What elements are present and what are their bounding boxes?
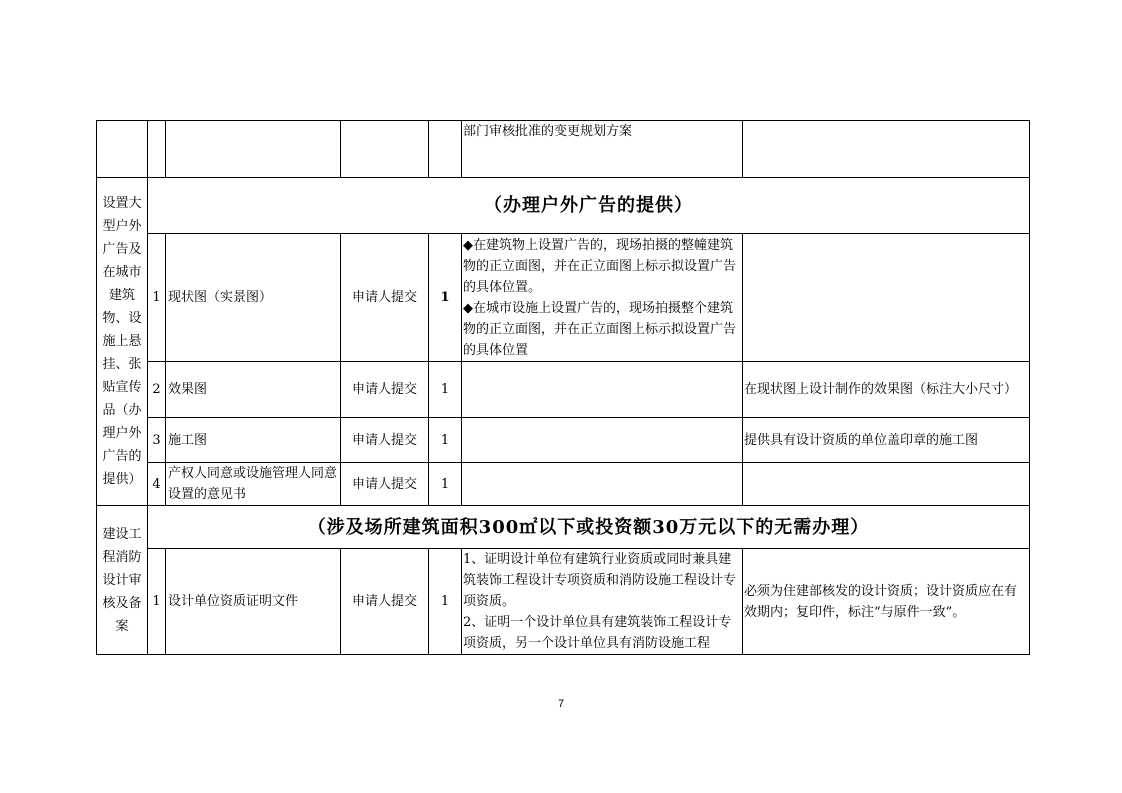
- item-name: 现状图（实景图）: [166, 234, 341, 362]
- item-number: 1: [148, 549, 166, 655]
- item-name: 施工图: [166, 418, 341, 463]
- item-number: [148, 121, 166, 178]
- item-name: 效果图: [166, 362, 341, 418]
- item-number: 1: [148, 234, 166, 362]
- item-copies: 1: [429, 418, 462, 463]
- item-note: [743, 234, 1030, 362]
- item-copies: 1: [429, 362, 462, 418]
- item-note: 必须为住建部核发的设计资质；设计资质应在有效期内；复印件，标注“与原件一致”。: [743, 549, 1030, 655]
- item-requirement: ◆在建筑物上设置广告的，现场拍摄的整幢建筑物的正立面图，并在正立面图上标示拟设置广告的具体位置。 ◆在城市设施上设置广告的，现场拍摄整个建筑物的正立面图，并在正立面图上标示拟设置广告的具体位置: [462, 234, 743, 362]
- item-number: 4: [148, 463, 166, 506]
- item-requirement: [462, 463, 743, 506]
- section-title-ad: （办理户外广告的提供）: [148, 178, 1030, 234]
- table-row: [97, 362, 1030, 418]
- table-row: [97, 463, 1030, 506]
- item-requirement: 部门审核批准的变更规划方案: [462, 121, 743, 178]
- item-copies: 1: [429, 234, 462, 362]
- section-title-fire: （涉及场所建筑面积300㎡以下或投资额30万元以下的无需办理）: [148, 506, 1030, 549]
- item-source: 申请人提交: [341, 549, 429, 655]
- item-requirement: [462, 418, 743, 463]
- category-cell-fire: 建设工程消防设计审核及备案: [97, 506, 148, 655]
- item-number: 2: [148, 362, 166, 418]
- item-note: 提供具有设计资质的单位盖印章的施工图: [743, 418, 1030, 463]
- item-requirement: 1、证明设计单位有建筑行业资质或同时兼具建筑装饰工程设计专项资质和消防设施工程设计专项资质。 2、证明一个设计单位具有建筑装饰工程设计专项资质，另一个设计单位具有消防设施工程: [462, 549, 743, 655]
- item-source: [341, 121, 429, 178]
- item-name: 产权人同意或设施管理人同意设置的意见书: [166, 463, 341, 506]
- item-copies: 1: [429, 463, 462, 506]
- category-cell: [97, 121, 148, 178]
- item-source: 申请人提交: [341, 418, 429, 463]
- section-header-row: [97, 506, 1030, 549]
- item-note: [743, 463, 1030, 506]
- item-copies: [429, 121, 462, 178]
- item-copies: 1: [429, 549, 462, 655]
- item-requirement: [462, 362, 743, 418]
- table-row: [97, 418, 1030, 463]
- item-name: 设计单位资质证明文件: [166, 549, 341, 655]
- item-note: [743, 121, 1030, 178]
- item-name: [166, 121, 341, 178]
- item-source: 申请人提交: [341, 362, 429, 418]
- item-note: 在现状图上设计制作的效果图（标注大小尺寸）: [743, 362, 1030, 418]
- item-number: 3: [148, 418, 166, 463]
- table-row: [97, 234, 1030, 362]
- table-row: [97, 549, 1030, 655]
- item-source: 申请人提交: [341, 463, 429, 506]
- materials-table: [96, 120, 1030, 655]
- page-number: 7: [557, 698, 565, 710]
- section-header-row: [97, 178, 1030, 234]
- table-row: [97, 121, 1030, 178]
- item-source: 申请人提交: [341, 234, 429, 362]
- category-cell-ad: 设置大型户外广告及在城市建筑物、设施上悬挂、张贴宣传品（办理户外广告的提供）: [97, 178, 148, 506]
